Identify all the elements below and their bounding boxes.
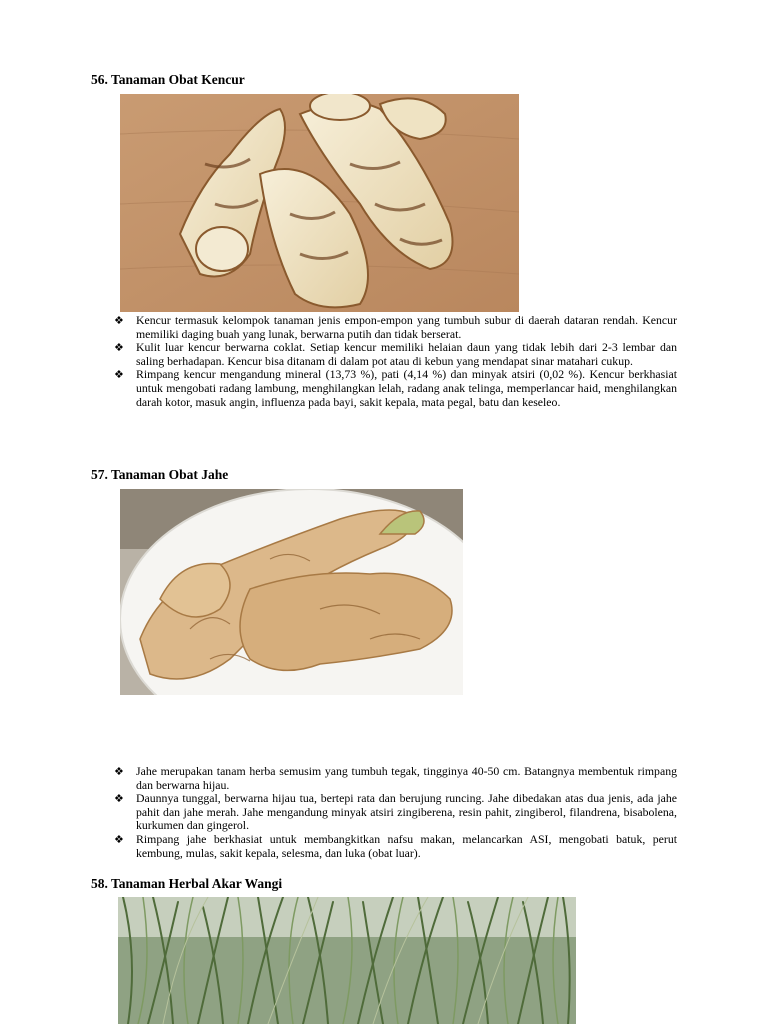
diamond-bullet-icon: ❖ [114, 368, 124, 382]
jahe-bullet-list [114, 765, 677, 860]
list-item [114, 833, 677, 860]
list-item [114, 792, 677, 833]
list-item [114, 314, 677, 341]
list-item-text: Rimpang jahe berkhasiat untuk membangkitkan nafsu makan, melancarkan ASI, mengobati batuk, perut kembung, mulas, sakit kepala, selesma, dan luka (obat luar). [136, 831, 677, 860]
list-item [114, 341, 677, 368]
kencur-bullet-list [114, 314, 677, 409]
diamond-bullet-icon: ❖ [114, 832, 124, 846]
section-heading-kencur: 56. Tanaman Obat Kencur [91, 72, 245, 87]
akar-wangi-photo [118, 897, 576, 1024]
list-item-text: Rimpang kencur mengandung mineral (13,73 %), pati (4,14 %) dan minyak atsiri (0,02 %). Kencur berkhasiat untuk mengobati radang lambung, menghilangkan lelah, radang anak telinga, memperlancar haid, menghilangkan darah kotor, masuk angin, influenza pada bayi, sakit kepala, mata pegal, batu dan keseleo. [136, 367, 677, 409]
list-item-text: Daunnya tunggal, berwarna hijau tua, bertepi rata dan berujung runcing. Jahe dibedakan atas dua jenis, ada jahe pahit dan jahe merah. Jahe mengandung minyak atsiri zingiberena, resin pahit, zingiberol, filandrena, bisabolena, kurkumen dan gingerol. [136, 791, 677, 833]
list-item [114, 765, 677, 792]
kencur-photo [120, 94, 519, 312]
list-item [114, 368, 677, 409]
diamond-bullet-icon: ❖ [114, 765, 124, 778]
diamond-bullet-icon: ❖ [114, 792, 124, 806]
section-heading-jahe: 57. Tanaman Obat Jahe [91, 467, 229, 482]
diamond-bullet-icon: ❖ [114, 314, 124, 327]
diamond-bullet-icon: ❖ [114, 341, 124, 355]
list-item-text: Jahe merupakan tanam herba semusim yang tumbuh tegak, tingginya 40-50 cm. Batangnya membentuk rimpang dan berwarna hijau. [136, 764, 677, 792]
list-item-text: Kencur termasuk kelompok tanaman jenis empon-empon yang tumbuh subur di daerah dataran rendah. Kencur memiliki daging buah yang lunak, berwarna putih dan tidak berserat. [136, 313, 677, 341]
jahe-photo [120, 489, 463, 695]
list-item-text: Kulit luar kencur berwarna coklat. Setiap kencur memiliki helaian daun yang tidak lebih dari 2-3 lembar dan saling berhadapan. Kencur bisa ditanam di dalam pot atau di kebun yang mendapat sinar matahari cukup. [136, 340, 677, 368]
section-heading-akar-wangi: 58. Tanaman Herbal Akar Wangi [91, 876, 283, 891]
